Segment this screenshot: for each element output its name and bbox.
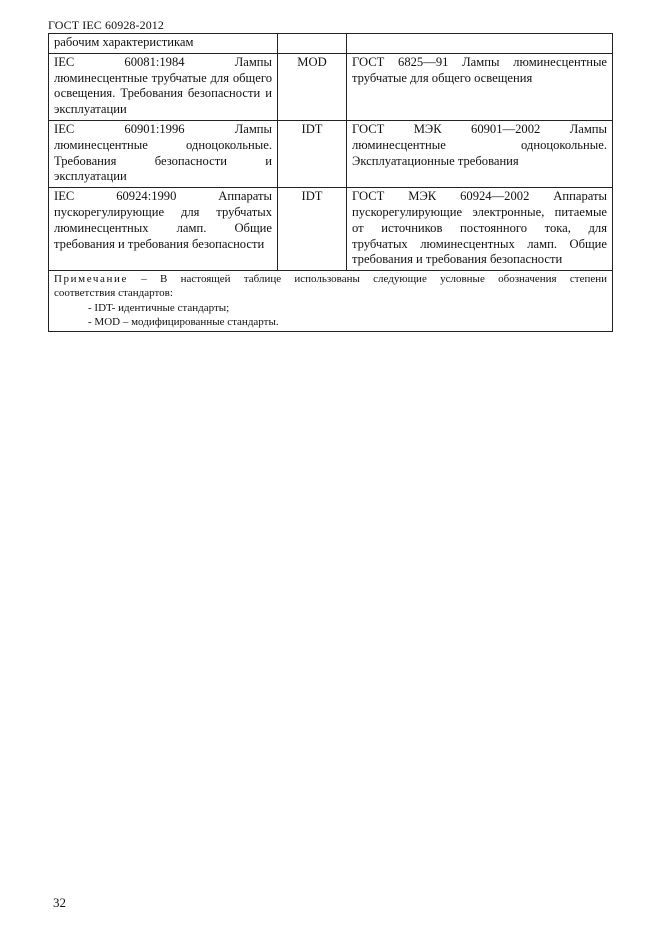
note-label: Примечание — [54, 273, 128, 286]
table-row — [49, 188, 613, 271]
empty-cell — [278, 34, 347, 54]
table-note-row — [49, 271, 613, 332]
international-standard-cell: IEC 60901:1996 Лампы люминесцентные одноцокольные. Требования безопасности и эксплуатации — [49, 120, 278, 187]
table-row — [49, 53, 613, 120]
continuation-cell: рабочим характеристикам — [49, 34, 278, 54]
note-first-line — [54, 272, 607, 286]
national-standard-cell: ГОСТ 6825—91 Лампы люминесцентные трубчатые для общего освещения — [347, 53, 613, 120]
correspondence-degree-cell: MOD — [278, 53, 347, 120]
table-note — [49, 271, 613, 332]
international-standard-cell: IEC 60081:1984 Лампы люминесцентные трубчатые для общего освещения. Требования безопасности и эксплуатации — [49, 53, 278, 120]
international-standard-cell: IEC 60924:1990 Аппараты пускорегулирующие для трубчатых люминесцентных ламп. Общие требования и требования безопасности — [49, 188, 278, 271]
document-header: ГОСТ IEC 60928-2012 — [48, 18, 165, 32]
note-text-line2: соответствия стандартов: — [54, 287, 173, 300]
table-row — [49, 120, 613, 187]
table-row — [49, 34, 613, 54]
empty-cell — [347, 34, 613, 54]
national-standard-cell: ГОСТ МЭК 60901—2002 Лампы люминесцентные одноцокольные. Эксплуатационные требования — [347, 120, 613, 187]
note-item-idt: - IDT- идентичные стандарты; — [88, 301, 230, 314]
national-standard-cell: ГОСТ МЭК 60924—2002 Аппараты пускорегулирующие электронные, питаемые от источников постоянного тока, для трубчатых люминесцентных ламп. Общие требования и требования безопасности — [347, 188, 613, 271]
page-number: 32 — [53, 895, 66, 910]
note-item-mod: - MOD – модифицированные стандарты. — [88, 315, 279, 328]
correspondence-degree-cell: IDT — [278, 188, 347, 271]
correspondence-degree-cell: IDT — [278, 120, 347, 187]
standards-correspondence-table — [48, 33, 613, 332]
note-text-line1: – В настоящей таблице использованы следующие условные обозначения степени — [141, 273, 608, 286]
